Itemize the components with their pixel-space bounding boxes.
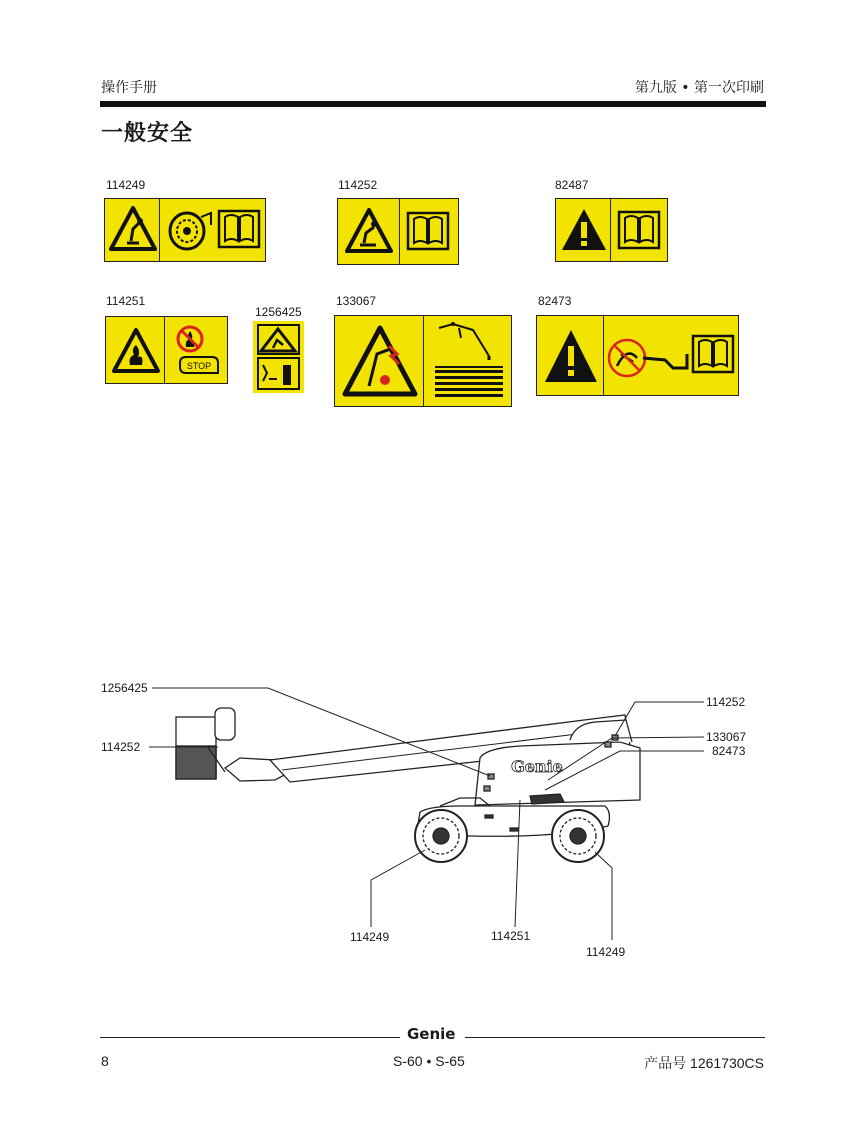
decal-code-1256425: 1256425 [255, 305, 302, 319]
decal-82473 [536, 315, 739, 396]
decal-code-114251: 114251 [106, 294, 146, 308]
callout-82473: 82473 [712, 744, 746, 758]
manual-icon [406, 211, 450, 251]
exclamation-warning-icon [560, 206, 608, 254]
page-number: 8 [101, 1053, 109, 1069]
footer-rule-right [465, 1037, 765, 1038]
callout-114252-left: 114252 [101, 740, 141, 754]
travel-hazard-icon [607, 332, 697, 386]
no-fire-stop-icon [172, 323, 224, 379]
manual-icon [217, 209, 261, 249]
decal-code-82487: 82487 [555, 178, 589, 192]
product-number: 产品号 1261730CS [644, 1055, 764, 1071]
decal-code-82473: 82473 [538, 294, 572, 308]
decal-133067 [334, 315, 512, 407]
electrocution-warning-icon [341, 324, 419, 400]
decal-114251 [105, 316, 228, 384]
decal-82487 [555, 198, 668, 262]
diagram-brand-text: Genie [511, 757, 563, 776]
decal-114249 [104, 198, 266, 262]
warning-triangle-icon [109, 205, 157, 253]
decal-code-114249: 114249 [106, 178, 146, 192]
warning-triangle-icon [344, 207, 394, 255]
manual-type: 操作手册 [101, 80, 157, 96]
machine-decal-location-diagram [0, 670, 866, 970]
clearance-table-icon [429, 320, 507, 404]
callout-133067: 133067 [706, 730, 747, 744]
header-rule [100, 101, 766, 107]
model-name: S-60 • S-65 [393, 1053, 465, 1069]
footer-logo: Genie [407, 1025, 456, 1043]
stop-text: STOP [186, 361, 212, 371]
callout-114252-right: 114252 [706, 695, 746, 709]
callout-114251: 114251 [491, 929, 531, 943]
decal-code-133067: 133067 [336, 294, 377, 308]
decal-114252 [337, 198, 459, 265]
tire-icon [163, 207, 215, 253]
footer-rule-left [100, 1037, 400, 1038]
callout-114249-right: 114249 [586, 945, 626, 959]
decal-1256425 [253, 321, 304, 393]
page-title: 一般安全 [101, 121, 194, 146]
manual-icon [691, 334, 735, 374]
exclamation-warning-icon [543, 326, 599, 386]
callout-114249-left: 114249 [350, 930, 390, 944]
fire-warning-icon [111, 327, 161, 375]
manual-icon [616, 210, 662, 250]
edition-info: 第九版 • 第一次印刷 [634, 80, 764, 96]
pinch-hazard-icon [253, 321, 304, 393]
decal-code-114252: 114252 [338, 178, 378, 192]
callout-1256425: 1256425 [101, 681, 148, 695]
